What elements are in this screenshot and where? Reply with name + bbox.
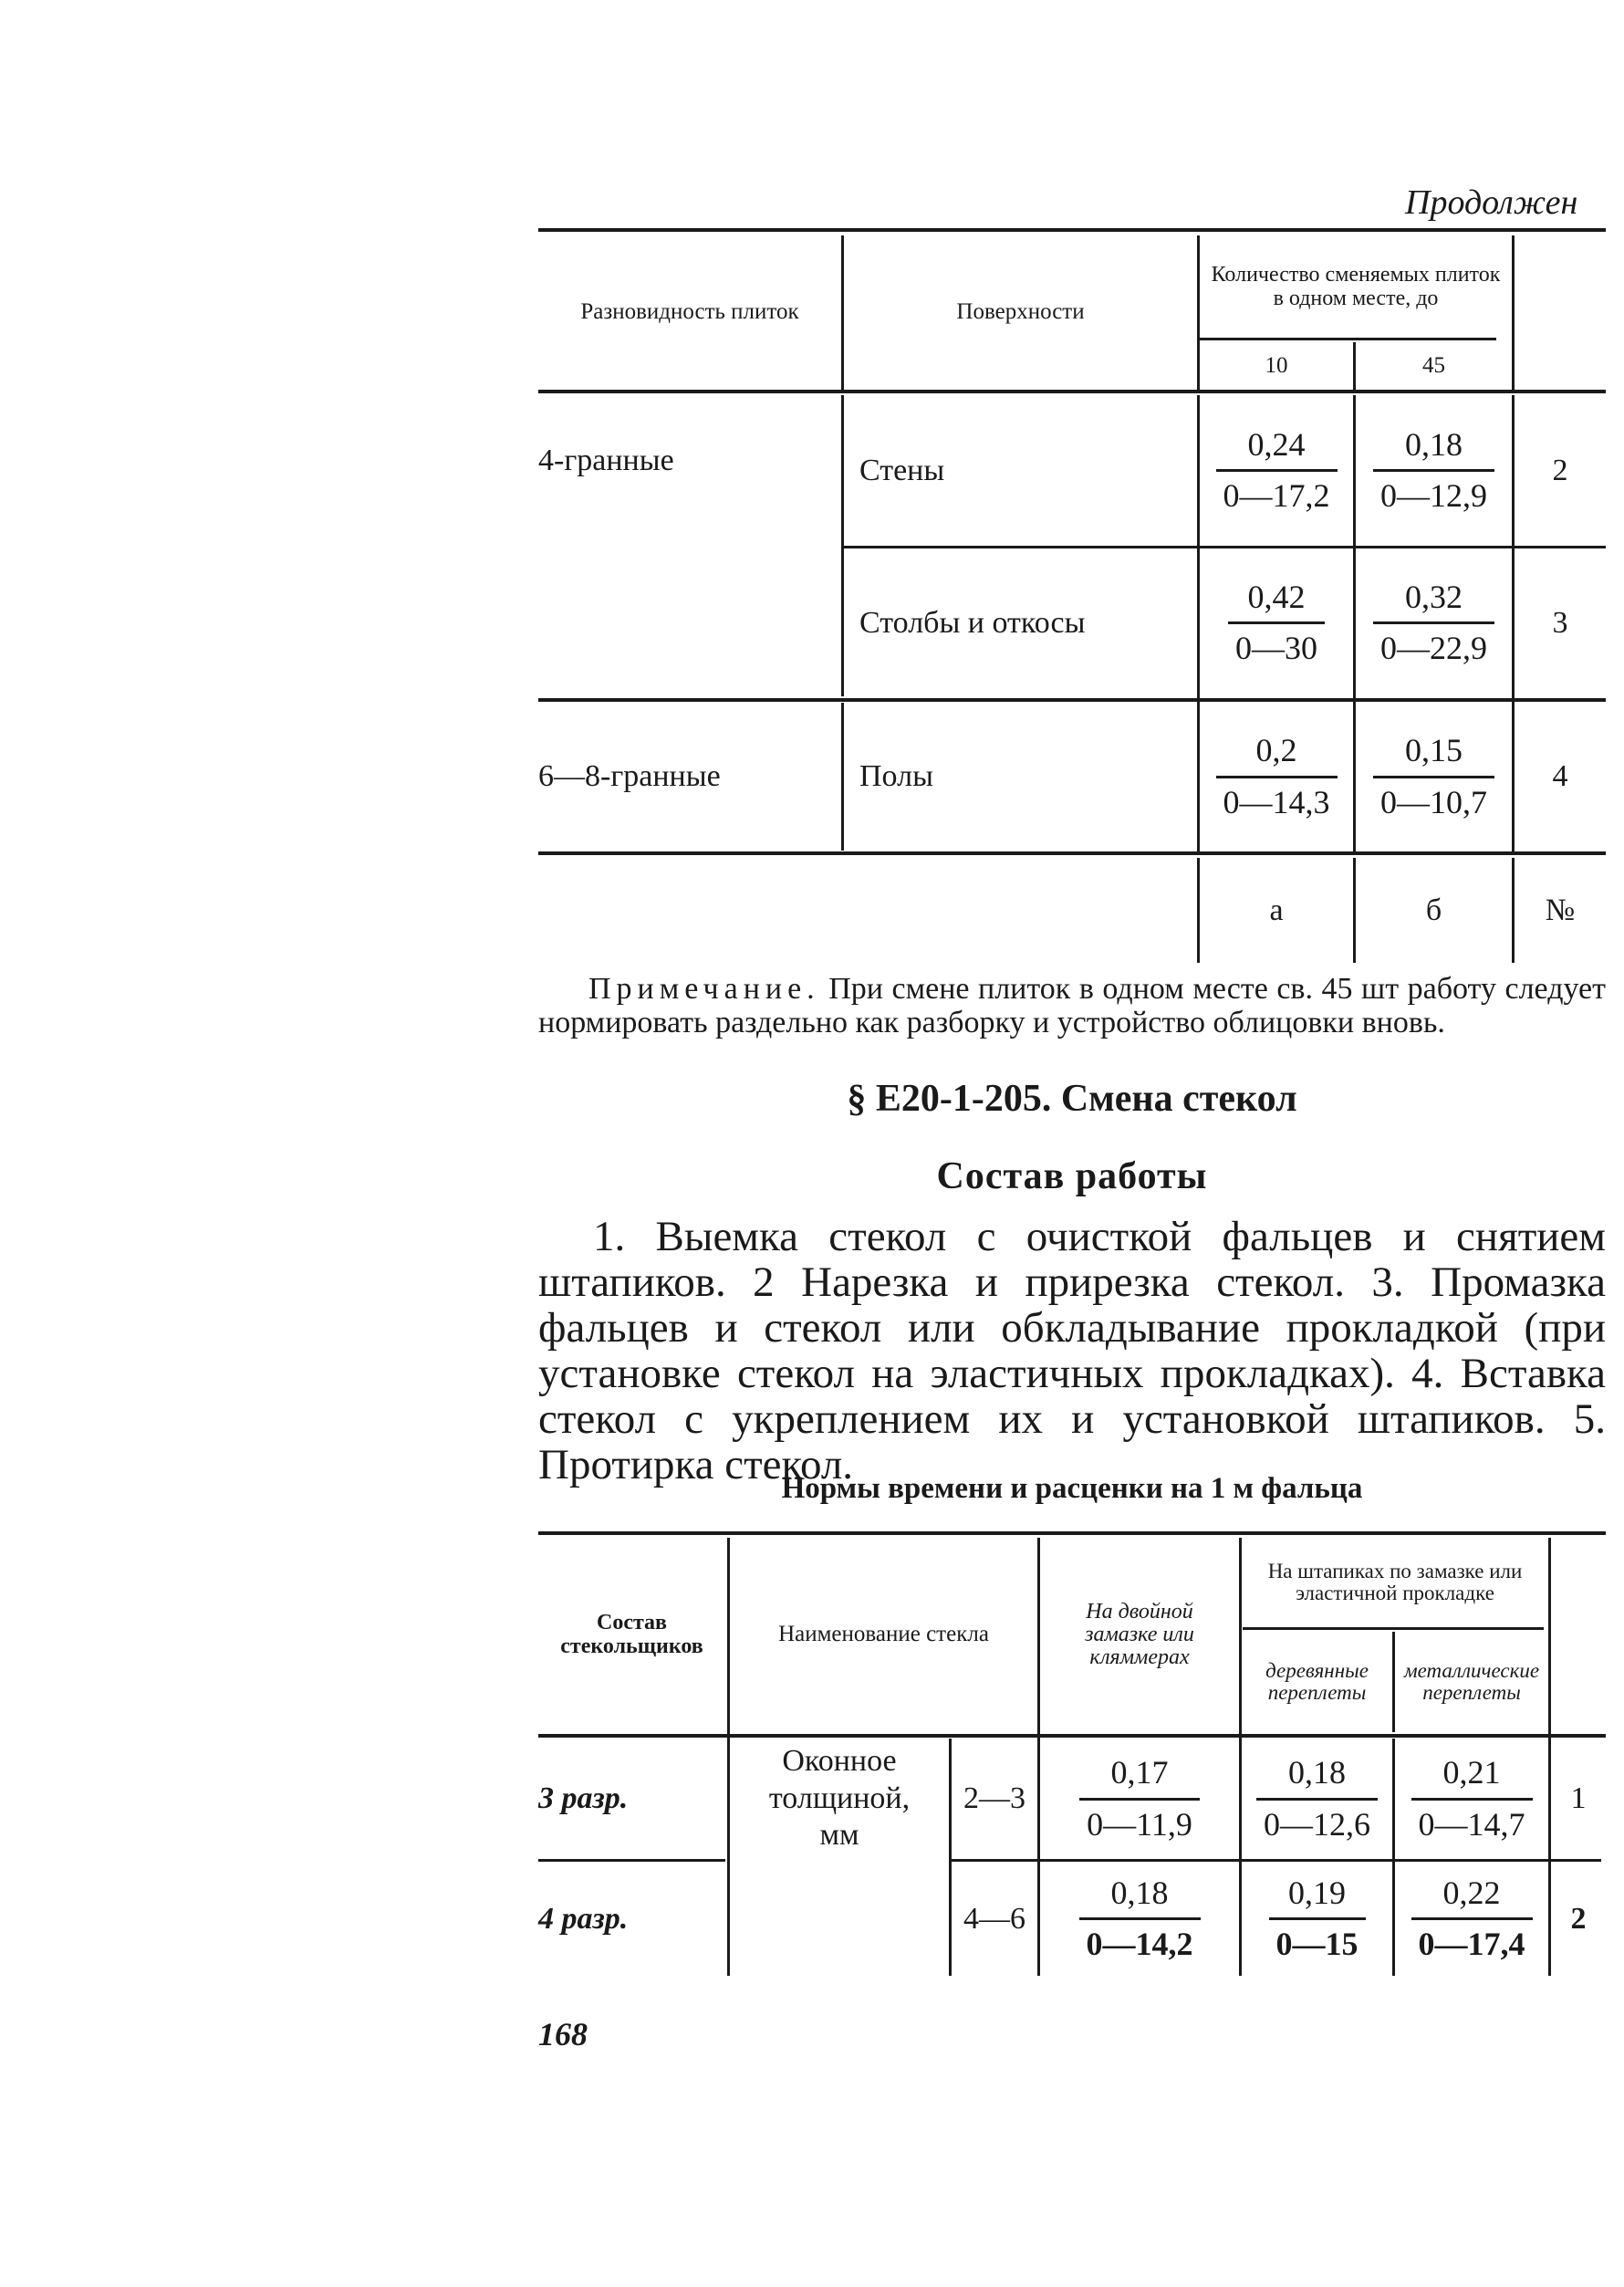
section-title: § Е20-1-205. Смена стекол: [847, 1078, 1297, 1120]
row-number: 1: [1570, 1781, 1587, 1815]
rate: 0—12,6: [1264, 1805, 1370, 1843]
norm-time: 0,2: [1255, 732, 1297, 769]
header-crew: Состав стекольщиков: [560, 1611, 703, 1658]
column-label-b: б: [1425, 893, 1442, 927]
page-number: 168: [538, 2016, 588, 2052]
fraction-cell: [1356, 395, 1512, 546]
rate: 0—30: [1235, 630, 1317, 666]
continuation-label: Продолжен: [1405, 183, 1578, 222]
norm-time: 0,19: [1288, 1874, 1346, 1911]
crew-grade: 4 разр.: [538, 1901, 629, 1936]
fraction-cell: [1356, 548, 1512, 697]
composition-text: 1. Выемка стекол с очисткой фальцев и снятием штапиков. 2 Нарезка и прирезка стекол. 3. Промазка фальцев и стекол или обкладывание прокладкой (при установке стекол на эластичных прокладках). 4. Вставка стекол с укреплением их и установкой штапиков. 5. Протирка стекол.: [538, 1213, 1606, 1488]
glass-type: Оконное толщиной, мм: [768, 1743, 911, 1853]
norm-time: 0,32: [1405, 578, 1463, 615]
fraction-cell: [1200, 395, 1353, 546]
rate: 0—22,9: [1380, 630, 1487, 666]
table-row-variety: 4-гранные: [538, 444, 674, 477]
rate: 0—10,7: [1380, 783, 1487, 820]
norm-time: 0,24: [1247, 425, 1306, 463]
fraction-cell: [1200, 703, 1353, 851]
note-label: Примечание.: [588, 972, 820, 1006]
header-variety: Разновидность плиток: [580, 298, 799, 324]
note: [538, 972, 1606, 1039]
composition-title: Состав работы: [936, 1155, 1208, 1197]
fraction-cell: [1395, 1739, 1548, 1859]
table-row-variety: 6—8-гранные: [538, 759, 721, 793]
norm-time: 0,22: [1442, 1874, 1501, 1911]
note-text: При смене плиток в одном месте св. 45 шт работу следует нормировать раздельно как разборку и устройство облицовки вновь.: [538, 972, 1606, 1039]
norm-time: 0,18: [1405, 425, 1463, 463]
norm-time: 0,18: [1288, 1754, 1346, 1791]
row-number: 2: [1570, 1901, 1587, 1936]
header-glass-name: Наименование стекла: [778, 1622, 989, 1647]
norm-time: 0,42: [1247, 578, 1306, 615]
rate: 0—14,2: [1086, 1926, 1193, 1962]
rate: 0—15: [1275, 1926, 1359, 1962]
fraction-cell: [1242, 1739, 1392, 1859]
rate: 0—17,2: [1223, 477, 1330, 514]
header-quantity-group: Количество сменяемых плиток в одном месте, до: [1211, 263, 1501, 310]
header-q10: 10: [1265, 352, 1288, 378]
header-beads-group: На штапиках по замазке или эластичной прокладке: [1267, 1559, 1523, 1604]
column-label-a: а: [1269, 893, 1284, 927]
crew-grade: 3 разр.: [538, 1781, 629, 1815]
fraction-cell: [1040, 1739, 1239, 1859]
rate: 0—11,9: [1087, 1805, 1192, 1843]
header-metal: металлические переплеты: [1403, 1658, 1540, 1704]
norm-time: 0,15: [1405, 732, 1463, 769]
fraction-cell: [1395, 1862, 1548, 1976]
row-number: 2: [1552, 453, 1568, 487]
fraction-cell: [1200, 548, 1353, 697]
column-label-number: №: [1545, 893, 1576, 927]
table-row-surface: Стены: [859, 453, 945, 487]
table-caption: Нормы времени и расценки на 1 м фальца: [781, 1472, 1363, 1505]
glass-thickness: 4—6: [963, 1901, 1025, 1936]
norm-time: 0,18: [1110, 1874, 1169, 1911]
fraction-cell: [1040, 1862, 1239, 1976]
norm-time: 0,17: [1110, 1754, 1169, 1791]
rate: 0—14,7: [1418, 1805, 1525, 1843]
fraction-cell: [1356, 703, 1512, 851]
header-q45: 45: [1422, 352, 1445, 378]
fraction-cell: [1242, 1862, 1392, 1976]
norm-time: 0,21: [1442, 1754, 1501, 1791]
header-surfaces: Поверхности: [956, 298, 1085, 324]
rate: 0—12,9: [1380, 477, 1487, 514]
table-row-surface: Полы: [859, 759, 933, 793]
glass-thickness: 2—3: [963, 1781, 1025, 1815]
rate: 0—17,4: [1418, 1926, 1525, 1962]
header-double-putty: На двойной замазке или кляммерах: [1085, 1599, 1194, 1670]
header-wooden: деревянные переплеты: [1265, 1658, 1369, 1704]
row-number: 4: [1552, 759, 1568, 793]
row-number: 3: [1552, 605, 1568, 640]
table-row-surface: Столбы и откосы: [859, 605, 1086, 640]
rate: 0—14,3: [1223, 783, 1330, 820]
